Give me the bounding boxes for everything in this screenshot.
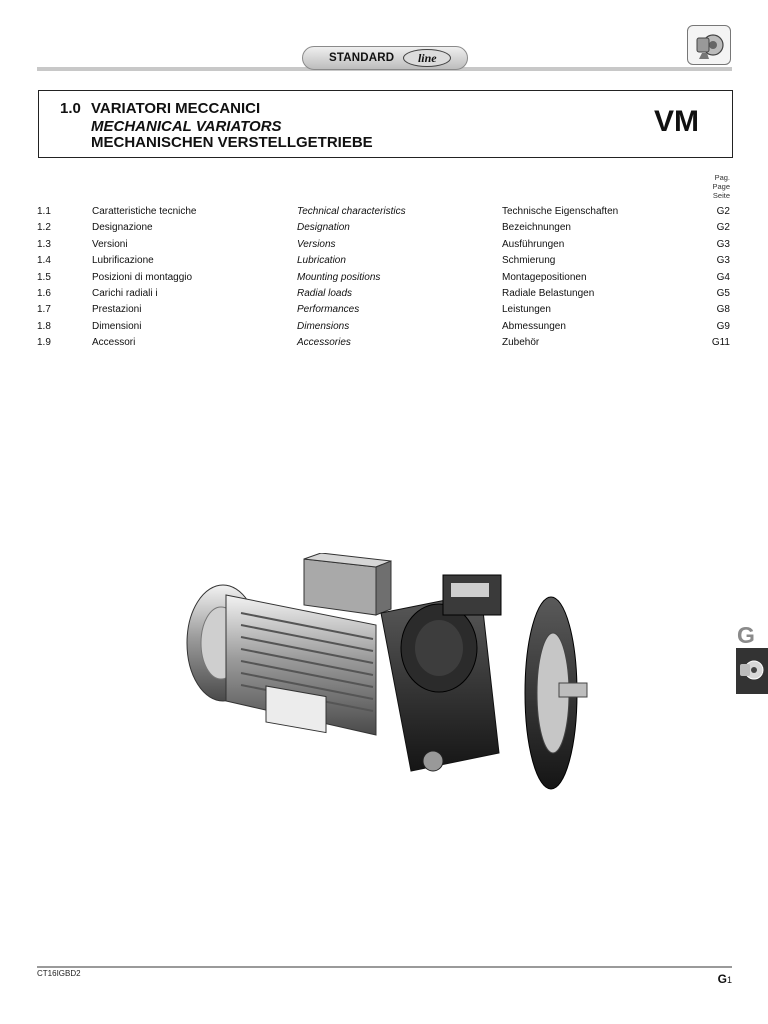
page-column-header — [712, 173, 730, 200]
row-page: G9 — [716, 320, 730, 332]
row-german: Bezeichnungen — [502, 222, 571, 234]
row-german: Leistungen — [502, 304, 551, 316]
row-page: G11 — [711, 337, 730, 349]
row-page: G4 — [716, 271, 730, 283]
section-tab — [736, 648, 768, 694]
title-it-text: VARIATORI MECCANICI — [91, 100, 261, 117]
row-italian: Versioni — [92, 238, 128, 250]
row-german: Zubehör — [502, 337, 540, 349]
gearbox-icon — [687, 25, 731, 65]
contents-row[interactable] — [37, 272, 730, 288]
row-english: Radial loads — [297, 287, 353, 299]
row-german: Abmessungen — [502, 320, 566, 332]
title-english: MECHANICAL VARIATORS — [91, 118, 282, 135]
row-italian: Carichi radiali i — [92, 287, 158, 299]
contents-row[interactable] — [37, 206, 730, 222]
row-english: Lubrication — [297, 255, 346, 267]
row-page: G3 — [716, 255, 730, 267]
row-italian: Accessori — [92, 337, 136, 349]
row-english: Mounting positions — [297, 271, 381, 283]
row-italian: Prestazioni — [92, 304, 142, 316]
row-italian: Posizioni di montaggio — [92, 271, 193, 283]
title-box — [38, 90, 733, 158]
row-number: 1.9 — [37, 337, 51, 349]
row-page: G8 — [716, 304, 730, 316]
gearbox-tab-icon — [736, 648, 768, 694]
row-english: Designation — [297, 222, 350, 234]
document-code: CT16IGBD2 — [37, 969, 81, 978]
row-english: Performances — [297, 304, 360, 316]
row-english: Technical characteristics — [297, 206, 406, 217]
row-page: G5 — [716, 287, 730, 299]
title-italian — [60, 100, 260, 117]
row-english: Versions — [297, 238, 336, 250]
page-header-de: Seite — [712, 191, 730, 200]
row-german: Ausführungen — [502, 238, 565, 250]
contents-row[interactable] — [37, 321, 730, 337]
row-number: 1.2 — [37, 222, 51, 234]
contents-table — [37, 206, 730, 354]
contents-row[interactable] — [37, 222, 730, 238]
row-english: Dimensions — [297, 320, 350, 332]
row-number: 1.7 — [37, 304, 51, 316]
row-page: G2 — [716, 222, 730, 234]
row-italian: Dimensioni — [92, 320, 142, 332]
page-number — [718, 972, 732, 986]
row-italian: Lubrificazione — [92, 255, 154, 267]
page-header-en: Page — [712, 182, 730, 191]
variator-motor-photo — [181, 553, 593, 796]
row-german: Radiale Belastungen — [502, 287, 595, 299]
contents-row[interactable] — [37, 304, 730, 320]
contents-row[interactable] — [37, 288, 730, 304]
section-number: 1.0 — [60, 100, 81, 117]
standard-line-badge — [302, 46, 468, 70]
row-page: G3 — [716, 238, 730, 250]
page-header-it: Pag. — [714, 173, 730, 182]
contents-row[interactable] — [37, 337, 730, 353]
product-code: VM — [654, 105, 699, 138]
page-letter: G — [717, 972, 727, 986]
footer-rule — [37, 966, 732, 968]
row-number: 1.1 — [37, 206, 51, 217]
contents-row[interactable] — [37, 255, 730, 271]
row-german: Schmierung — [502, 255, 556, 267]
row-number: 1.5 — [37, 271, 51, 283]
row-number: 1.8 — [37, 320, 51, 332]
row-italian: Caratteristiche tecniche — [92, 206, 197, 217]
row-page: G2 — [716, 206, 730, 217]
row-number: 1.3 — [37, 238, 51, 250]
section-letter: G — [737, 622, 755, 648]
row-italian: Designazione — [92, 222, 153, 234]
row-german: Technische Eigenschaften — [502, 206, 619, 217]
badge-label: STANDARD — [329, 52, 395, 64]
contents-row[interactable] — [37, 239, 730, 255]
title-german: MECHANISCHEN VERSTELLGETRIEBE — [91, 134, 373, 151]
row-english: Accessories — [297, 337, 351, 349]
row-number: 1.6 — [37, 287, 51, 299]
line-logo: line — [403, 49, 451, 67]
row-number: 1.4 — [37, 255, 51, 267]
page-digit: 1 — [726, 975, 732, 985]
row-german: Montagepositionen — [502, 271, 587, 283]
